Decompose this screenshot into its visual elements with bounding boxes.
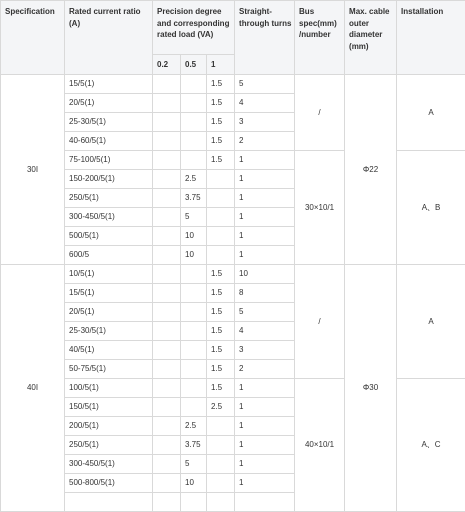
turns-cell: 10: [235, 265, 295, 284]
precision-1-cell: [207, 246, 235, 265]
cable-diameter-cell: Φ22: [345, 75, 397, 265]
rated-ratio-cell: 20/5(1): [65, 303, 153, 322]
precision-1-cell: 1.5: [207, 265, 235, 284]
precision-0-2-cell: [153, 322, 181, 341]
rated-ratio-cell: 40-60/5(1): [65, 132, 153, 151]
table-row: [1, 265, 465, 284]
precision-0-5-cell: 10: [181, 246, 207, 265]
specification-cell: 30I: [1, 75, 65, 265]
precision-1-cell: [207, 436, 235, 455]
turns-cell: 1: [235, 227, 295, 246]
cable-diameter-cell: Φ30: [345, 265, 397, 512]
turns-cell: 3: [235, 113, 295, 132]
header-straight-through-turns: Straight-through turns: [235, 1, 295, 75]
precision-0-5-cell: 5: [181, 455, 207, 474]
rated-ratio-cell: 150/5(1): [65, 398, 153, 417]
turns-cell: 1: [235, 246, 295, 265]
precision-1-cell: 1.5: [207, 132, 235, 151]
precision-0-2-cell: [153, 151, 181, 170]
precision-0-2-cell: [153, 227, 181, 246]
rated-ratio-cell: 500/5(1): [65, 227, 153, 246]
precision-0-5-cell: [181, 360, 207, 379]
precision-0-5-cell: 3.75: [181, 189, 207, 208]
installation-cell: A: [397, 75, 465, 151]
precision-0-2-cell: [153, 284, 181, 303]
turns-cell: 1: [235, 208, 295, 227]
turns-cell: 1: [235, 455, 295, 474]
specification-cell: 40I: [1, 265, 65, 512]
turns-cell: 4: [235, 94, 295, 113]
bus-spec-cell: 40×10/1: [295, 379, 345, 512]
precision-0-5-cell: 2.5: [181, 170, 207, 189]
turns-cell: 1: [235, 474, 295, 493]
precision-0-2-cell: [153, 303, 181, 322]
precision-1-cell: [207, 170, 235, 189]
precision-1-cell: 2.5: [207, 398, 235, 417]
precision-1-cell: [207, 474, 235, 493]
precision-0-5-cell: [181, 303, 207, 322]
header-bus-spec: Bus spec(mm) /number: [295, 1, 345, 75]
rated-ratio-cell: [65, 493, 153, 512]
rated-ratio-cell: 200/5(1): [65, 417, 153, 436]
rated-ratio-cell: 15/5(1): [65, 75, 153, 94]
precision-0-2-cell: [153, 75, 181, 94]
precision-1-cell: 1.5: [207, 341, 235, 360]
precision-0-2-cell: [153, 474, 181, 493]
precision-0-2-cell: [153, 455, 181, 474]
bus-spec-cell: 30×10/1: [295, 151, 345, 265]
precision-0-2-cell: [153, 493, 181, 512]
header-precision-degree: Precision degree and corresponding rated load (VA): [153, 1, 235, 55]
bus-spec-cell: /: [295, 265, 345, 379]
rated-ratio-cell: 25-30/5(1): [65, 322, 153, 341]
table-row: [1, 75, 465, 94]
precision-0-5-cell: [181, 151, 207, 170]
rated-ratio-cell: 150-200/5(1): [65, 170, 153, 189]
rated-ratio-cell: 50-75/5(1): [65, 360, 153, 379]
precision-1-cell: 1.5: [207, 75, 235, 94]
precision-1-cell: 1.5: [207, 94, 235, 113]
turns-cell: 1: [235, 398, 295, 417]
precision-0-5-cell: [181, 322, 207, 341]
turns-cell: 1: [235, 436, 295, 455]
rated-ratio-cell: 15/5(1): [65, 284, 153, 303]
rated-ratio-cell: 600/5: [65, 246, 153, 265]
rated-ratio-cell: 10/5(1): [65, 265, 153, 284]
precision-1-cell: 1.5: [207, 303, 235, 322]
precision-0-2-cell: [153, 360, 181, 379]
precision-0-2-cell: [153, 341, 181, 360]
rated-ratio-cell: 20/5(1): [65, 94, 153, 113]
turns-cell: 1: [235, 151, 295, 170]
rated-ratio-cell: 250/5(1): [65, 189, 153, 208]
turns-cell: 5: [235, 75, 295, 94]
precision-0-5-cell: [181, 341, 207, 360]
installation-cell: A、C: [397, 379, 465, 512]
turns-cell: 1: [235, 189, 295, 208]
turns-cell: 5: [235, 303, 295, 322]
turns-cell: 3: [235, 341, 295, 360]
precision-0-5-cell: [181, 113, 207, 132]
precision-1-cell: [207, 208, 235, 227]
precision-0-5-cell: [181, 379, 207, 398]
precision-0-5-cell: 5: [181, 208, 207, 227]
precision-0-5-cell: 10: [181, 474, 207, 493]
precision-1-cell: [207, 417, 235, 436]
precision-1-cell: 1.5: [207, 113, 235, 132]
bus-spec-cell: /: [295, 75, 345, 151]
precision-0-5-cell: [181, 398, 207, 417]
precision-1-cell: [207, 455, 235, 474]
precision-1-cell: 1.5: [207, 360, 235, 379]
turns-cell: 8: [235, 284, 295, 303]
rated-ratio-cell: 100/5(1): [65, 379, 153, 398]
precision-0-5-cell: [181, 265, 207, 284]
installation-cell: A: [397, 265, 465, 379]
installation-cell: A、B: [397, 151, 465, 265]
precision-0-2-cell: [153, 417, 181, 436]
precision-0-2-cell: [153, 113, 181, 132]
rated-ratio-cell: 75-100/5(1): [65, 151, 153, 170]
turns-cell: 1: [235, 417, 295, 436]
rated-ratio-cell: 300-450/5(1): [65, 208, 153, 227]
rated-ratio-cell: 300-450/5(1): [65, 455, 153, 474]
turns-cell: 2: [235, 132, 295, 151]
precision-1-cell: 1.5: [207, 284, 235, 303]
precision-1-cell: 1.5: [207, 151, 235, 170]
precision-0-2-cell: [153, 208, 181, 227]
precision-0-5-cell: 10: [181, 227, 207, 246]
precision-1-cell: 1.5: [207, 322, 235, 341]
precision-1-cell: 1.5: [207, 379, 235, 398]
precision-0-2-cell: [153, 246, 181, 265]
precision-1-cell: [207, 493, 235, 512]
turns-cell: 4: [235, 322, 295, 341]
precision-0-5-cell: 3.75: [181, 436, 207, 455]
table-body: [1, 75, 465, 512]
precision-1-cell: [207, 227, 235, 246]
precision-0-2-cell: [153, 436, 181, 455]
header-rated-current-ratio: Rated current ratio (A): [65, 1, 153, 75]
precision-0-2-cell: [153, 379, 181, 398]
rated-ratio-cell: 500-800/5(1): [65, 474, 153, 493]
precision-0-2-cell: [153, 398, 181, 417]
precision-0-5-cell: 2.5: [181, 417, 207, 436]
turns-cell: [235, 493, 295, 512]
rated-ratio-cell: 250/5(1): [65, 436, 153, 455]
header-specification: Specification: [1, 1, 65, 75]
table-header: [1, 1, 465, 75]
header-precision-1: 1: [207, 55, 235, 75]
precision-0-5-cell: [181, 493, 207, 512]
rated-ratio-cell: 25-30/5(1): [65, 113, 153, 132]
precision-0-5-cell: [181, 132, 207, 151]
precision-0-5-cell: [181, 94, 207, 113]
precision-0-2-cell: [153, 170, 181, 189]
turns-cell: 2: [235, 360, 295, 379]
header-precision-0-5: 0.5: [181, 55, 207, 75]
precision-1-cell: [207, 189, 235, 208]
precision-0-2-cell: [153, 132, 181, 151]
precision-0-2-cell: [153, 265, 181, 284]
header-max-cable-diameter: Max. cable outer diameter (mm): [345, 1, 397, 75]
turns-cell: 1: [235, 170, 295, 189]
precision-0-5-cell: [181, 75, 207, 94]
precision-0-2-cell: [153, 94, 181, 113]
rated-ratio-cell: 40/5(1): [65, 341, 153, 360]
precision-0-2-cell: [153, 189, 181, 208]
turns-cell: 1: [235, 379, 295, 398]
header-precision-0-2: 0.2: [153, 55, 181, 75]
header-installation: Installation: [397, 1, 465, 75]
precision-0-5-cell: [181, 284, 207, 303]
